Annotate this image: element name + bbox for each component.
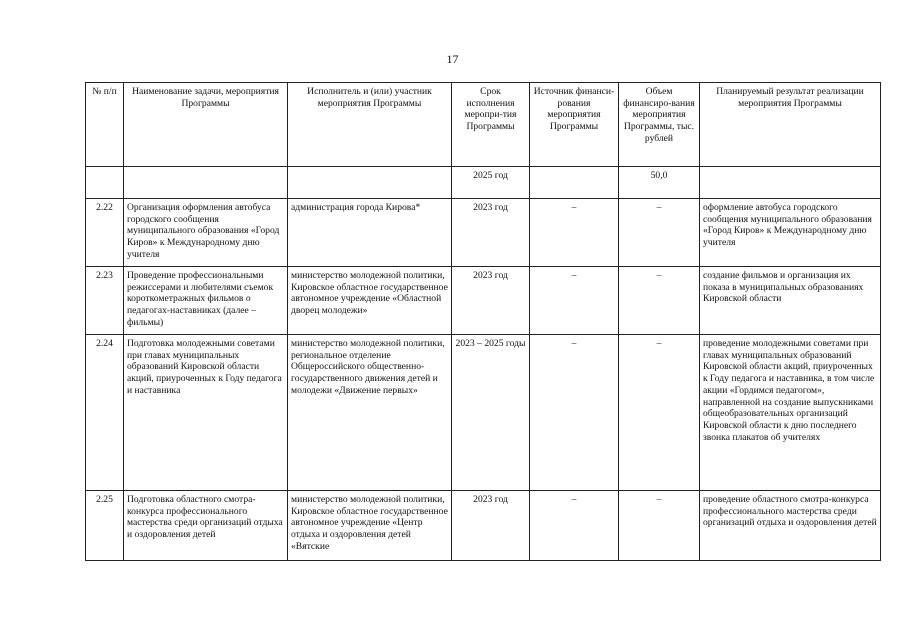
cell-term: 2023 год (452, 199, 530, 267)
header-term: Срок исполнения меропри-тия Программы (452, 83, 530, 167)
table-row-continuation (86, 167, 881, 199)
cell-num (86, 167, 124, 199)
cell-executor (288, 167, 452, 199)
cell-source: – (530, 491, 619, 561)
cell-executor: министерство молодежной политики, региональное отделение Общероссийского общественно-государственного движения детей и молодежи «Движение первых» (288, 335, 452, 491)
table-row (86, 267, 881, 335)
cell-name: Организация оформления автобуса городского сообщения муниципального образования «Город Киров» к Международному дню учителя (124, 199, 288, 267)
cell-term: 2023 – 2025 годы (452, 335, 530, 491)
header-source: Источник финанси-рования мероприятия Программы (530, 83, 619, 167)
cell-executor: администрация города Кирова* (288, 199, 452, 267)
header-name: Наименование задачи, мероприятия Программы (124, 83, 288, 167)
cell-result (700, 167, 881, 199)
cell-volume: 50,0 (619, 167, 700, 199)
header-result: Планируемый результат реализации мероприятия Программы (700, 83, 881, 167)
cell-name (124, 167, 288, 199)
cell-volume: – (619, 491, 700, 561)
header-num: № п/п (86, 83, 124, 167)
cell-term: 2023 год (452, 267, 530, 335)
table-row (86, 491, 881, 561)
cell-volume: – (619, 199, 700, 267)
page-number: 17 (446, 52, 459, 66)
cell-result: оформление автобуса городского сообщения муниципального образования «Город Киров» к Международному дню учителя (700, 199, 881, 267)
cell-volume: – (619, 335, 700, 491)
cell-executor: министерство молодежной политики, Кировское областное государственное автономное учреждение «Центр отдыха и оздоровления детей «Вятские (288, 491, 452, 561)
cell-volume: – (619, 267, 700, 335)
program-table (85, 82, 881, 561)
cell-term: 2025 год (452, 167, 530, 199)
table-row (86, 199, 881, 267)
cell-source: – (530, 267, 619, 335)
cell-name: Подготовка молодежными советами при главах муниципальных образований Кировской области акций, приуроченных к Году педагога и наставника (124, 335, 288, 491)
cell-source: – (530, 199, 619, 267)
header-volume: Объем финансиро-вания мероприятия Программы, тыс. рублей (619, 83, 700, 167)
cell-term: 2023 год (452, 491, 530, 561)
cell-num: 2.22 (86, 199, 124, 267)
cell-num: 2.25 (86, 491, 124, 561)
table-row (86, 335, 881, 491)
cell-result: создание фильмов и организация их показа в муниципальных образованиях Кировской области (700, 267, 881, 335)
cell-source: – (530, 335, 619, 491)
cell-source (530, 167, 619, 199)
cell-executor: министерство молодежной политики, Кировское областное государственное автономное учреждение «Областной дворец молодежи» (288, 267, 452, 335)
cell-result: проведение областного смотра-конкурса профессионального мастерства среди организаций отдыха и оздоровления детей (700, 491, 881, 561)
cell-name: Проведение профессиональными режиссерами и любителями съемок короткометражных фильмов о педагогах-наставниках (далее – фильмы) (124, 267, 288, 335)
cell-name: Подготовка областного смотра-конкурса профессионального мастерства среди организаций отдыха и оздоровления детей (124, 491, 288, 561)
table-header-row (86, 83, 881, 167)
cell-num: 2.24 (86, 335, 124, 491)
header-executor: Исполнитель и (или) участник мероприятия Программы (288, 83, 452, 167)
cell-result: проведение молодежными советами при главах муниципальных образований Кировской области акций, приуроченных к Году педагога и наставника, в том числе акции «Гордимся педагогом», направленной на создание выпускниками общеобразовательных организаций Кировской области к дню последнего звонка плакатов об учителях (700, 335, 881, 491)
cell-num: 2.23 (86, 267, 124, 335)
